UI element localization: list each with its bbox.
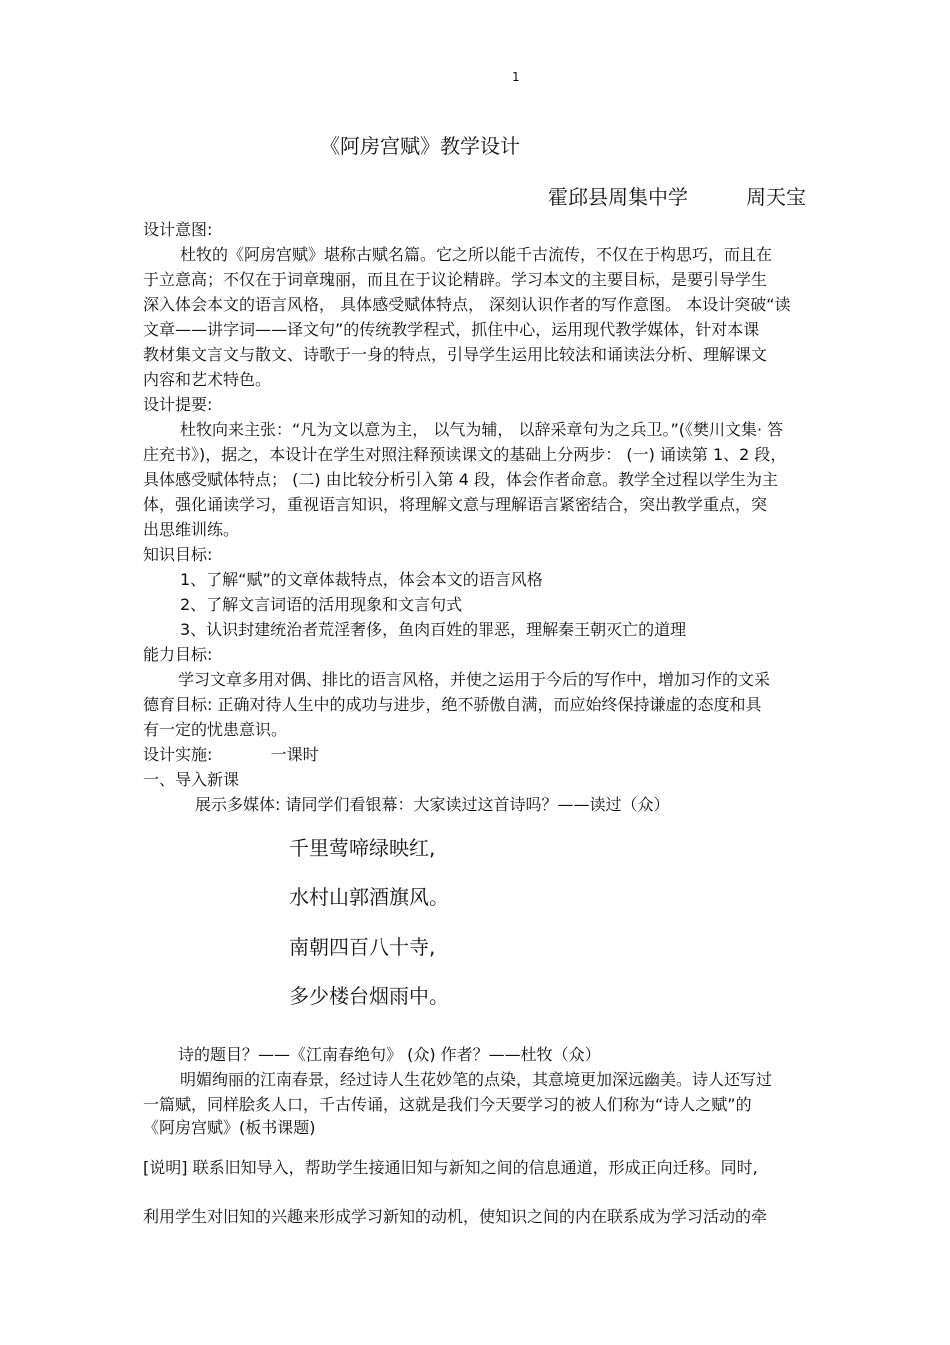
ability-goals-text: 学习文章多用对偶、排比的语言风格，并使之运用于今后的写作中，增加习作的文采 xyxy=(178,670,771,689)
poem-line: 多少楼台烟雨中。 xyxy=(289,984,449,1008)
design-intent-line: 内容和艺术特色。 xyxy=(143,370,272,389)
design-summary-line: 出思维训练。 xyxy=(143,520,240,539)
moral-goals-line: 有一定的忧患意识。 xyxy=(143,720,288,739)
poem-line: 南朝四百八十寺, xyxy=(289,935,436,959)
knowledge-goals-heading: 知识目标: xyxy=(143,545,213,564)
implementation-label: 设计实施: xyxy=(143,745,213,764)
intro-heading: 一、导入新课 xyxy=(143,770,240,789)
design-summary-heading: 设计提要: xyxy=(143,395,213,414)
transition-line: 一篇赋，同样脍炙人口，千古传诵，这就是我们今天要学习的被人们称为“诗人之赋”的 xyxy=(143,1095,752,1114)
knowledge-goal-item: 3、认识封建统治者荒淫奢侈，鱼肉百姓的罪恶，理解秦王朝灭亡的道理 xyxy=(180,620,687,639)
design-summary-line: 体，强化诵读学习，重视语言知识，将理解文意与理解语言紧密结合，突出教学重点，突 xyxy=(143,495,768,514)
knowledge-goal-item: 2、了解文言词语的活用现象和文言句式 xyxy=(180,595,463,614)
design-intent-line: 教材集文言文与散文、诗歌于一身的特点，引导学生运用比较法和诵读法分析、理解课文 xyxy=(143,345,768,364)
poem-line: 千里莺啼绿映红, xyxy=(289,836,436,860)
page-number: 1 xyxy=(512,70,520,84)
author-line xyxy=(548,181,806,210)
note-line: [说明] 联系旧知导入，帮助学生接通旧知与新知之间的信息通道，形成正向迁移。同时, xyxy=(143,1158,758,1177)
design-intent-line: 杜牧的《阿房宫赋》堪称古赋名篇。它之所以能千古流传，不仅在于构思巧，而且在 xyxy=(180,245,773,264)
knowledge-goal-item: 1、了解“赋”的文章体裁特点，体会本文的语言风格 xyxy=(180,570,543,589)
transition-line: 明媚绚丽的江南春景，经过诗人生花妙笔的点染，其意境更加深远幽美。诗人还写过 xyxy=(180,1070,773,1089)
design-intent-heading: 设计意图: xyxy=(143,220,213,239)
ability-goals-heading: 能力目标: xyxy=(143,645,213,664)
design-intent-line: 深入体会本文的语言风格， 具体感受赋体特点， 深刻认识作者的写作意图。 本设计突破“读 xyxy=(143,295,791,314)
document-title: 《阿房宫赋》教学设计 xyxy=(320,134,520,158)
intro-media-text: 展示多媒体: 请同学们看银幕：大家读过这首诗吗？——读过（众） xyxy=(195,795,670,814)
implementation-line xyxy=(143,745,319,765)
author-school: 霍邱县周集中学 xyxy=(548,185,688,209)
moral-goals-line: 德育目标: 正确对待人生中的成功与进步，绝不骄傲自满，而应始终保持谦虚的态度和具 xyxy=(143,695,762,714)
design-intent-line: 于立意高；不仅在于词章瑰丽，而且在于议论精辟。学习本文的主要目标，是要引导学生 xyxy=(143,270,768,289)
design-intent-line: 文章——讲字词——译文句”的传统教学程式，抓住中心，运用现代教学媒体，针对本课 xyxy=(143,320,760,339)
note-line: 利用学生对旧知的兴趣来形成学习新知的动机，使知识之间的内在联系成为学习活动的牵 xyxy=(143,1207,768,1226)
design-summary-line: 杜牧向来主张：“凡为文以意为主， 以气为辅， 以辞采章句为之兵卫。”(《樊川文集· 答 xyxy=(180,420,784,439)
poem-line: 水村山郭酒旗风。 xyxy=(289,885,449,909)
design-summary-line: 具体感受赋体特点； (二) 由比较分析引入第 4 段，体会作者命意。教学全过程以学生为主 xyxy=(143,470,779,489)
author-name: 周天宝 xyxy=(746,185,806,209)
poem-qa-text: 诗的题目？——《江南春绝句》 (众) 作者？——杜牧（众） xyxy=(178,1045,601,1064)
design-summary-line: 庄充书》)，据之，本设计在学生对照注释预读课文的基础上分两步： (一) 诵读第 1、2 段， xyxy=(143,445,787,464)
transition-line: 《阿房宫赋》(板书课题) xyxy=(143,1118,316,1137)
implementation-value: 一课时 xyxy=(270,745,319,764)
